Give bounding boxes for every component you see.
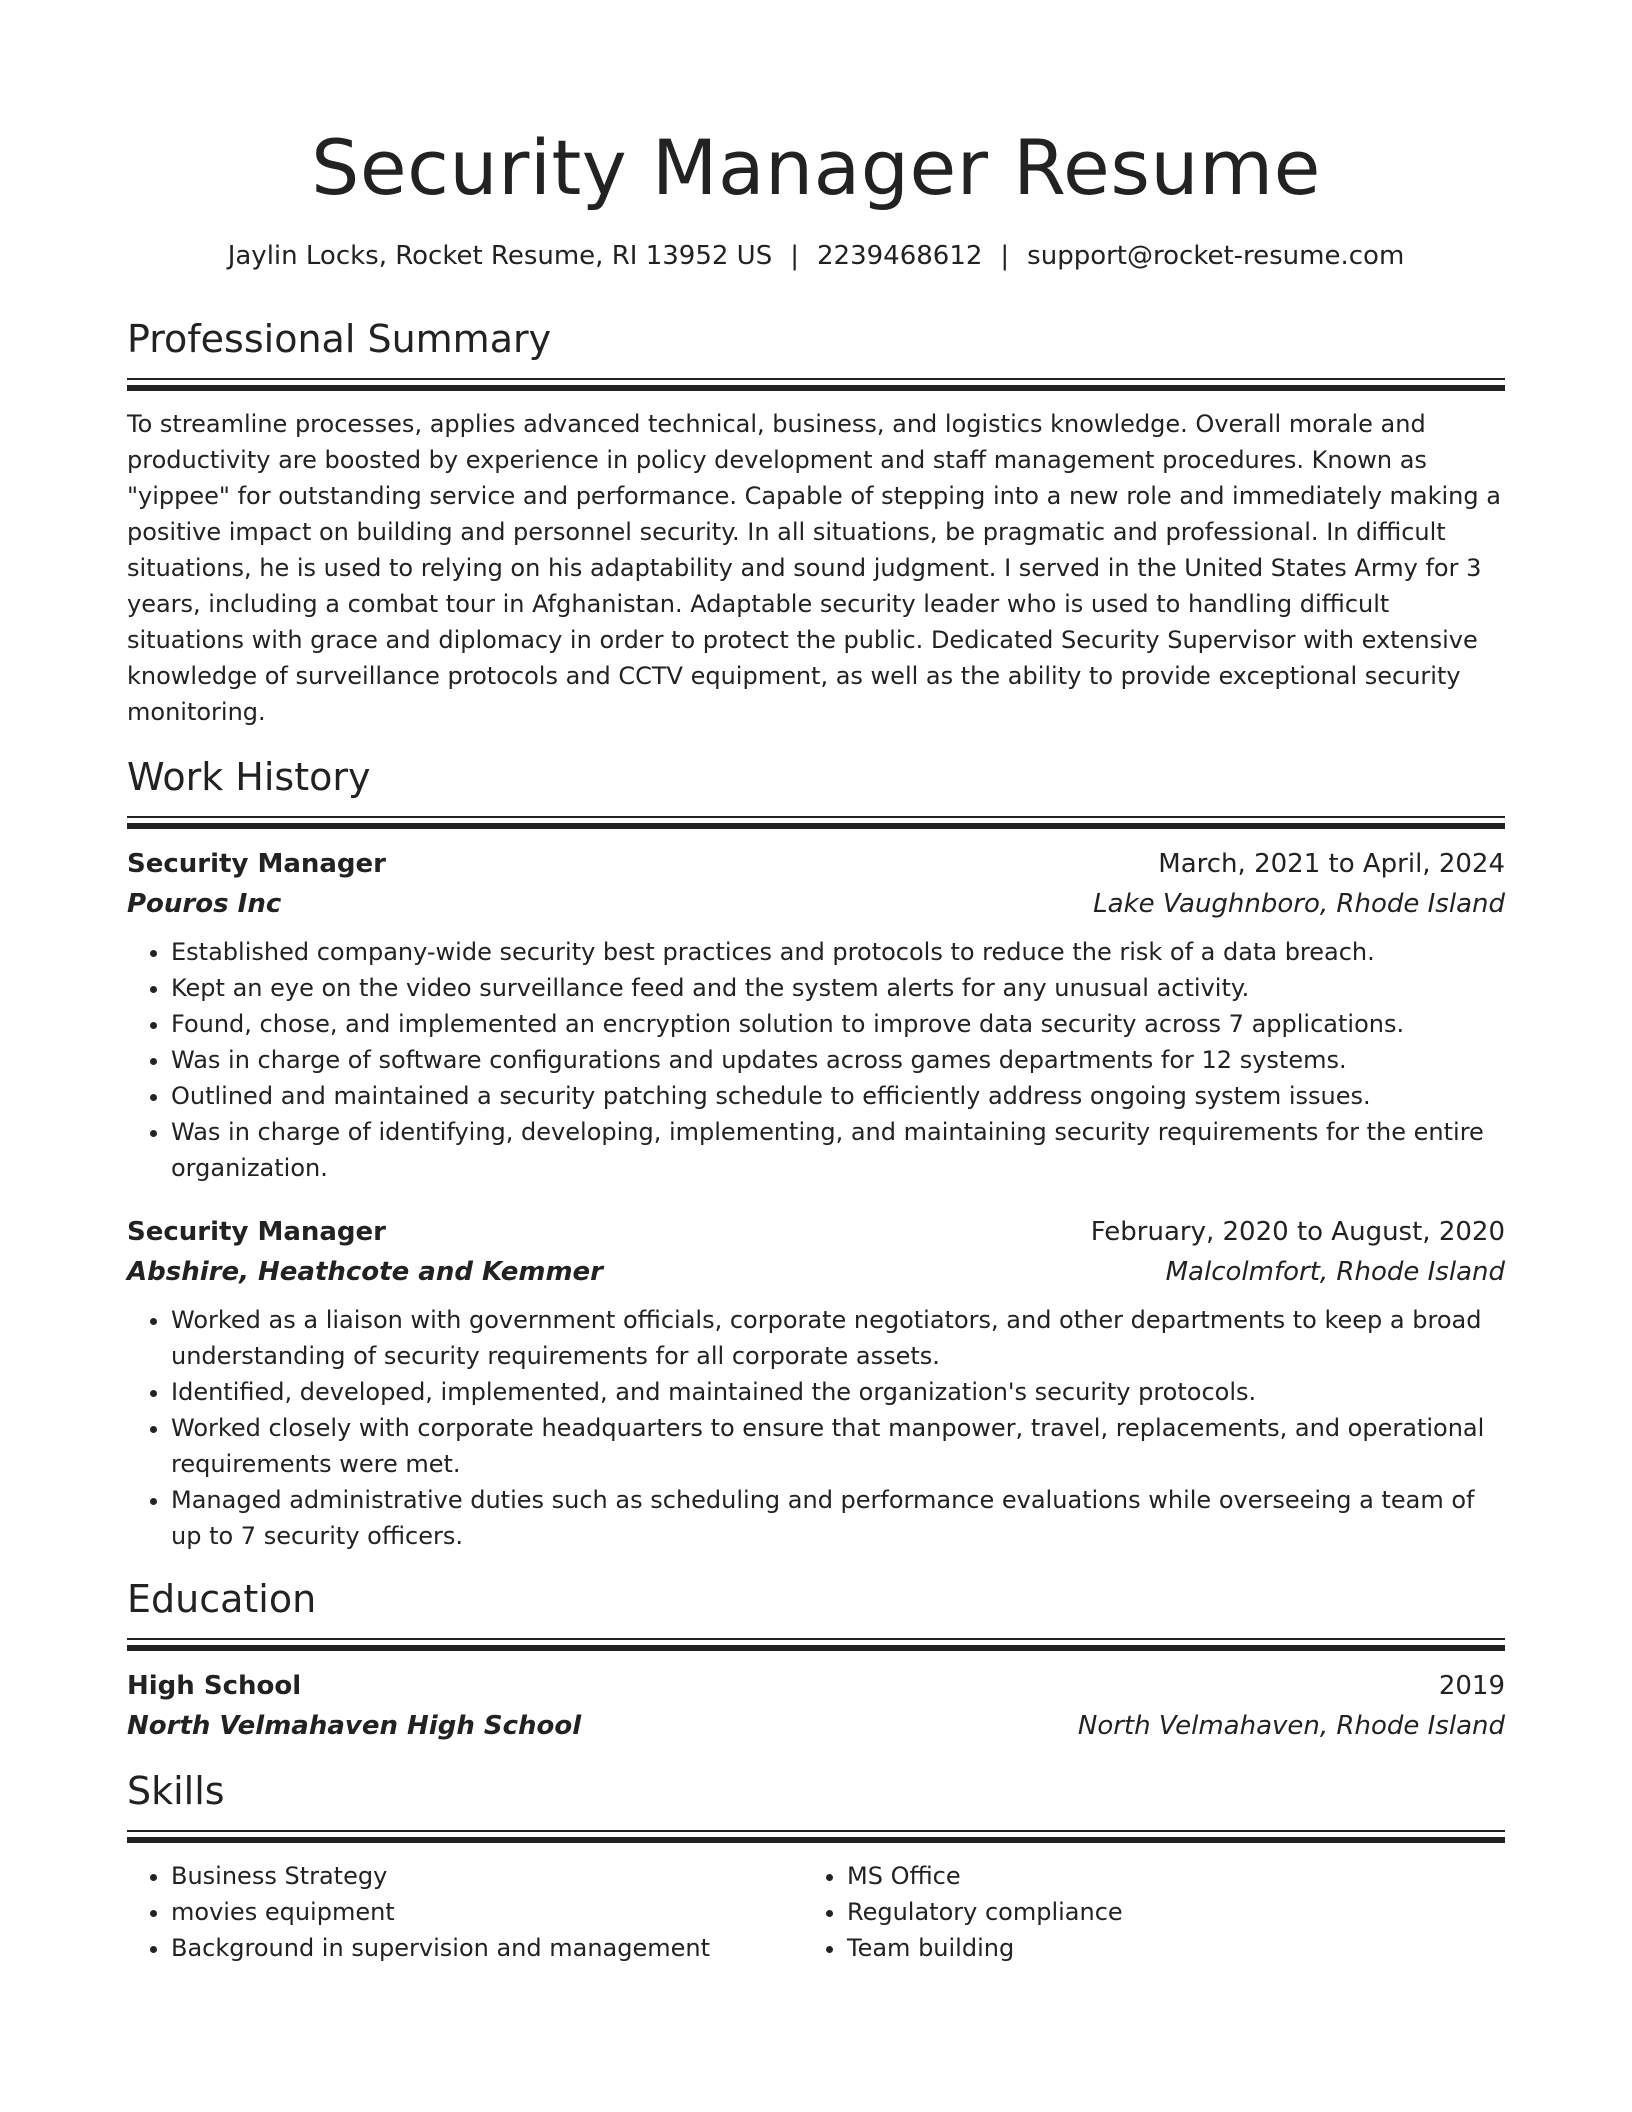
list-item: • Found, chose, and implemented an encryption solution to improve data security across 7 applications. — [171, 1006, 1505, 1042]
contact-separator: | — [1000, 241, 1010, 271]
job-dates: March, 2021 to April, 2024 — [1158, 849, 1505, 879]
list-item: • Background in supervision and management — [171, 1930, 803, 1966]
job-dates: February, 2020 to August, 2020 — [1090, 1217, 1505, 1247]
list-item: • Kept an eye on the video surveillance feed and the system alerts for any unusual activity. — [171, 970, 1505, 1006]
list-item: • Outlined and maintained a security patching schedule to efficiently address ongoing system issues. — [171, 1078, 1505, 1114]
list-item: • Established company-wide security best practices and protocols to reduce the risk of a data breach. — [171, 934, 1505, 970]
work-history-section — [127, 752, 1505, 1554]
list-item: • Regulatory compliance — [847, 1894, 1479, 1930]
contact-phone: 2239468612 — [816, 241, 983, 271]
job-bullets — [127, 934, 1505, 1186]
job-location: Malcolmfort, Rhode Island — [1165, 1257, 1505, 1287]
list-item: • Business Strategy — [171, 1858, 803, 1894]
contact-email: support@rocket-resume.com — [1027, 241, 1405, 271]
skills-list-right — [803, 1858, 1479, 1966]
job-header-row — [127, 844, 1505, 884]
education-section — [127, 1574, 1505, 1746]
list-item: • Was in charge of software configurations and updates across games departments for 12 systems. — [171, 1042, 1505, 1078]
job-location: Lake Vaughnboro, Rhode Island — [1093, 889, 1505, 919]
education-school: North Velmahaven High School — [127, 1711, 582, 1741]
job-entry — [127, 844, 1505, 1186]
education-entry — [127, 1666, 1505, 1746]
list-item: • Worked closely with corporate headquarters to ensure that manpower, travel, replacements, and operational requirements were met. — [171, 1410, 1505, 1482]
skills-list-left — [127, 1858, 803, 1966]
section-divider — [127, 378, 1505, 392]
skills-grid — [127, 1858, 1505, 1966]
section-heading-work-history: Work History — [127, 755, 371, 799]
section-heading-education: Education — [127, 1577, 317, 1621]
section-divider — [127, 816, 1505, 830]
job-company-row — [127, 884, 1505, 924]
job-company: Abshire, Heathcote and Kemmer — [127, 1257, 603, 1287]
skills-section — [127, 1766, 1505, 1966]
summary-text: To streamline processes, applies advanced technical, business, and logistics knowledge. Overall morale and productivity are boosted by experience in policy development and staff management procedures. Known as "yippee" for outstanding service and performance. Capable of stepping into a new role and immediately making a positive impact on building and personnel security. In all situations, be pragmatic and professional. In difficult situations, he is used to relying on his adaptability and sound judgment. I served in the United States Army for 3 years, including a combat tour in Afghanistan. Adaptable security leader who is used to handling difficult situations with grace and diplomacy in order to protect the public. Dedicated Security Supervisor with extensive knowledge of surveillance protocols and CCTV equipment, as well as the ability to provide exceptional security monitoring. — [127, 410, 1501, 726]
list-item: • Was in charge of identifying, developing, implementing, and maintaining security requirements for the entire organization. — [171, 1114, 1505, 1186]
section-heading-skills: Skills — [127, 1769, 225, 1813]
education-school-row — [127, 1706, 1505, 1746]
job-company: Pouros Inc — [127, 889, 282, 919]
section-divider — [127, 1830, 1505, 1844]
education-location: North Velmahaven, Rhode Island — [1077, 1711, 1505, 1741]
job-title: Security Manager — [127, 849, 386, 879]
section-divider — [127, 1638, 1505, 1652]
contact-address: Jaylin Locks, Rocket Resume, RI 13952 US — [227, 241, 773, 271]
list-item: • Worked as a liaison with government officials, corporate negotiators, and other departments to keep a broad understanding of security requirements for all corporate assets. — [171, 1302, 1505, 1374]
education-year: 2019 — [1438, 1671, 1505, 1701]
list-item: • Identified, developed, implemented, and maintained the organization's security protocols. — [171, 1374, 1505, 1410]
education-degree: High School — [127, 1671, 302, 1701]
list-item: • MS Office — [847, 1858, 1479, 1894]
job-entry — [127, 1212, 1505, 1554]
summary-section — [127, 314, 1505, 730]
contact-line — [127, 238, 1505, 274]
list-item: • Team building — [847, 1930, 1479, 1966]
education-header-row — [127, 1666, 1505, 1706]
list-item: • movies equipment — [171, 1894, 803, 1930]
list-item: • Managed administrative duties such as scheduling and performance evaluations while overseeing a team of up to 7 security officers. — [171, 1482, 1505, 1554]
section-heading-summary: Professional Summary — [127, 317, 552, 361]
job-bullets — [127, 1302, 1505, 1554]
page-title: Security Manager Resume — [311, 123, 1321, 212]
contact-separator: | — [790, 241, 799, 271]
job-header-row — [127, 1212, 1505, 1252]
job-company-row — [127, 1252, 1505, 1292]
job-title: Security Manager — [127, 1217, 386, 1247]
